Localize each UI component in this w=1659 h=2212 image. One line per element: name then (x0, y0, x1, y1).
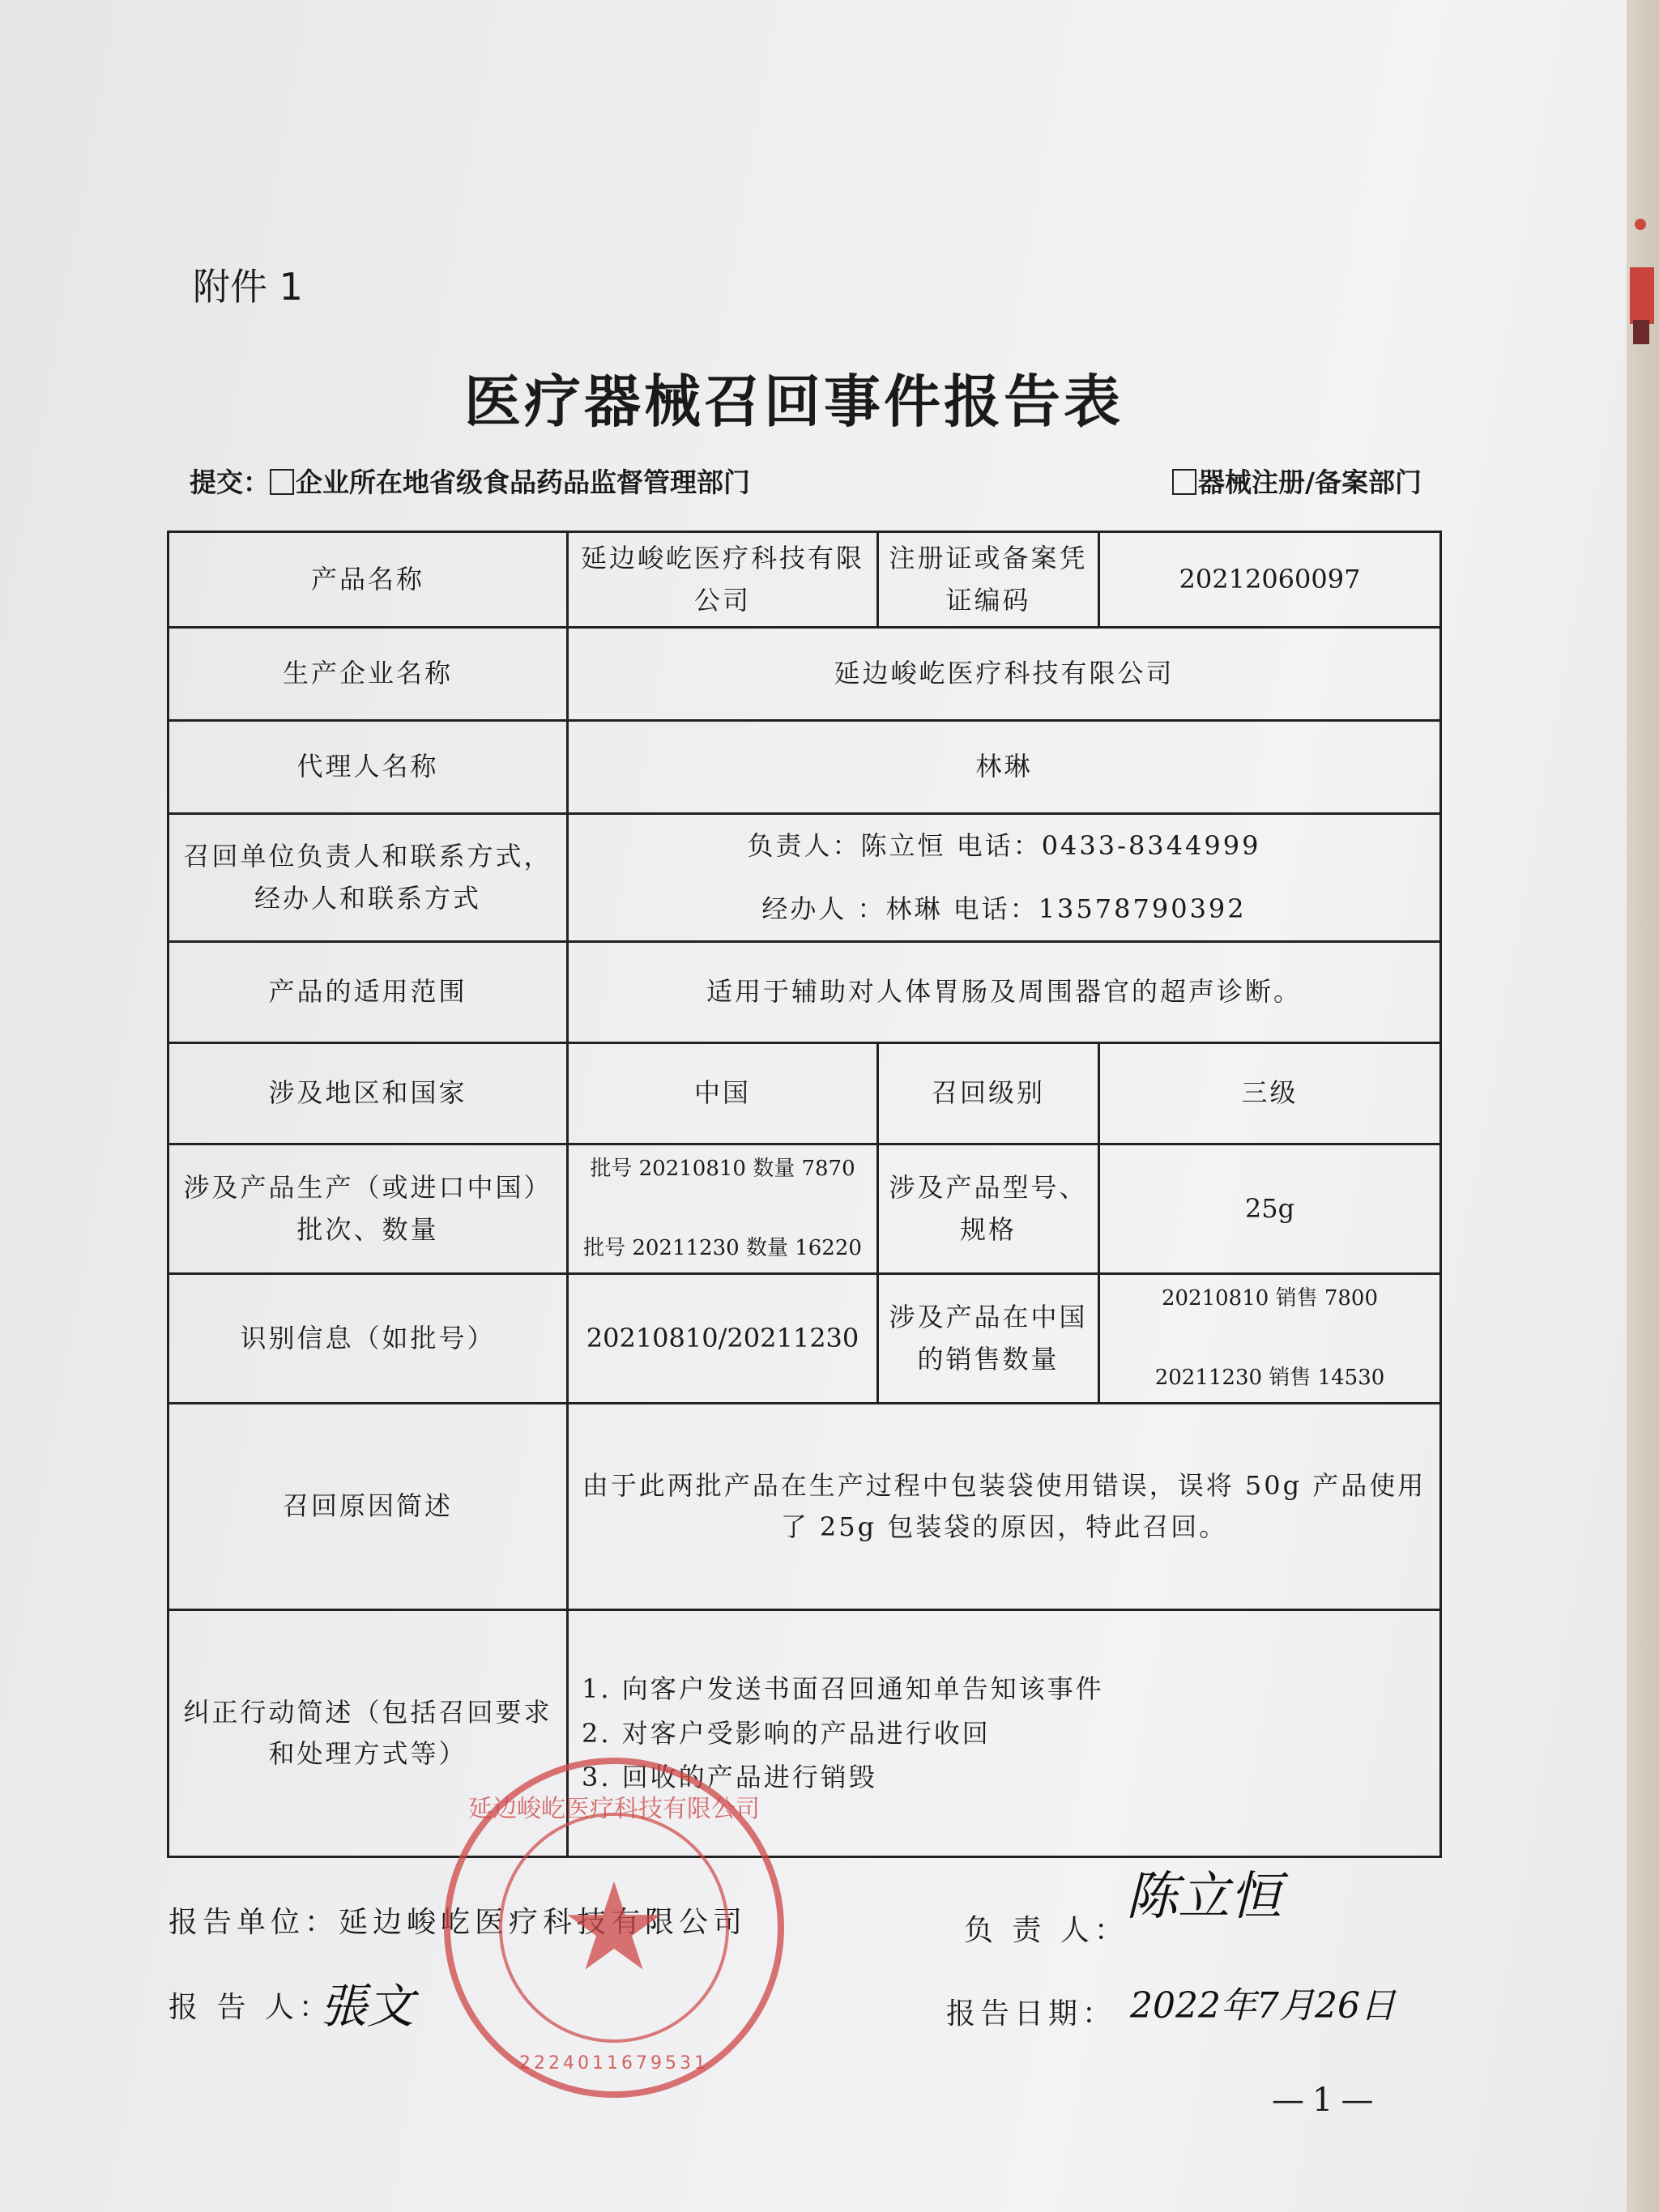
submit-option-2-label: 器械注册/备案部门 (1197, 467, 1422, 498)
star-icon: ★ (559, 1857, 669, 1998)
action-item: 3. 回收的产品进行销毁 (582, 1762, 877, 1793)
model-label: 涉及产品型号、规格 (878, 1144, 1099, 1274)
table-row (168, 1404, 1441, 1610)
batch-1: 批号 20210810 数量 7870 (590, 1156, 855, 1181)
edge-mark (1633, 320, 1649, 344)
edge-mark (1630, 267, 1654, 324)
table-row (168, 532, 1441, 628)
recall-level-label: 召回级别 (878, 1043, 1099, 1144)
seal-code: 2224011679531 (519, 2053, 709, 2073)
table-row (168, 1043, 1441, 1144)
table-row (168, 942, 1441, 1043)
region-label: 涉及地区和国家 (168, 1043, 568, 1144)
submit-option-provincial (190, 462, 750, 500)
table-row (168, 814, 1441, 942)
contact-value (568, 814, 1441, 942)
batch-label: 涉及产品生产（或进口中国）批次、数量 (168, 1144, 568, 1274)
reporter-signature: 張文 (320, 1979, 415, 2034)
registration-value: 20212060097 (1099, 532, 1441, 628)
reporter-label: 报 告 人： (168, 1991, 333, 2024)
responsible-label: 负 责 人： (964, 1914, 1128, 1947)
reason-label: 召回原因简述 (168, 1404, 568, 1610)
page-number: —1— (1272, 2082, 1382, 2119)
id-label: 识别信息（如批号） (168, 1274, 568, 1404)
batch-value (568, 1144, 878, 1274)
page-edge-background (1627, 0, 1659, 2212)
id-value: 20210810/20211230 (568, 1274, 878, 1404)
date-signature: 2022年7月26日 (1130, 1985, 1396, 2027)
action-label: 纠正行动简述（包括召回要求和处理方式等） (168, 1610, 568, 1857)
product-name-value: 延边峻屹医疗科技有限公司 (568, 532, 878, 628)
sales-2: 20211230 销售 14530 (1154, 1365, 1385, 1390)
manufacturer-label: 生产企业名称 (168, 628, 568, 721)
agent-label: 代理人名称 (168, 721, 568, 814)
checkbox-registration[interactable] (1172, 469, 1196, 495)
scope-label: 产品的适用范围 (168, 942, 568, 1043)
submit-prefix: 提交： (190, 467, 270, 498)
contact-responsible: 负责人：陈立恒 电话：0433-8344999 (747, 829, 1261, 861)
checkbox-provincial[interactable] (270, 469, 294, 495)
recall-level-value: 三级 (1099, 1043, 1441, 1144)
recall-report-table (167, 531, 1442, 1858)
responsible-signature: 陈立恒 (1126, 1867, 1282, 1927)
action-list (568, 1610, 1441, 1857)
table-row (168, 1144, 1441, 1274)
action-item: 2. 对客户受影响的产品进行收回 (582, 1717, 991, 1749)
table-row (168, 721, 1441, 814)
edge-mark (1635, 219, 1646, 230)
table-row (168, 1610, 1441, 1857)
report-date-label: 报告日期： (946, 1997, 1117, 2031)
submit-option-1-label: 企业所在地省级食品药品监督管理部门 (296, 467, 750, 498)
sales-label: 涉及产品在中国的销售数量 (878, 1274, 1099, 1404)
product-name-label: 产品名称 (168, 532, 568, 628)
seal-company-name: 延边峻屹医疗科技有限公司 (468, 1795, 760, 1823)
model-value: 25g (1099, 1144, 1441, 1274)
batch-2: 批号 20211230 数量 16220 (583, 1235, 862, 1260)
agent-value: 林琳 (568, 721, 1441, 814)
report-unit: 报告单位：延边峻屹医疗科技有限公司 (168, 1906, 748, 1939)
region-value: 中国 (568, 1043, 878, 1144)
action-item: 1. 向客户发送书面召回通知单告知该事件 (582, 1673, 1104, 1705)
submit-option-registration (1172, 462, 1422, 500)
sales-value (1099, 1274, 1441, 1404)
contact-handler: 经办人 ：林琳 电话：13578790392 (761, 893, 1247, 925)
table-row (168, 1274, 1441, 1404)
table-row (168, 628, 1441, 721)
manufacturer-value: 延边峻屹医疗科技有限公司 (568, 628, 1441, 721)
contact-label: 召回单位负责人和联系方式，经办人和联系方式 (168, 814, 568, 942)
attachment-label: 附件 1 (193, 265, 303, 309)
page-title: 医疗器械召回事件报告表 (464, 369, 1124, 435)
reason-value: 由于此两批产品在生产过程中包装袋使用错误，误将 50g 产品使用了 25g 包装袋的原因，特此召回。 (568, 1404, 1441, 1610)
scope-value: 适用于辅助对人体胃肠及周围器官的超声诊断。 (568, 942, 1441, 1043)
sales-1: 20210810 销售 7800 (1161, 1285, 1379, 1311)
registration-label: 注册证或备案凭证编码 (878, 532, 1099, 628)
